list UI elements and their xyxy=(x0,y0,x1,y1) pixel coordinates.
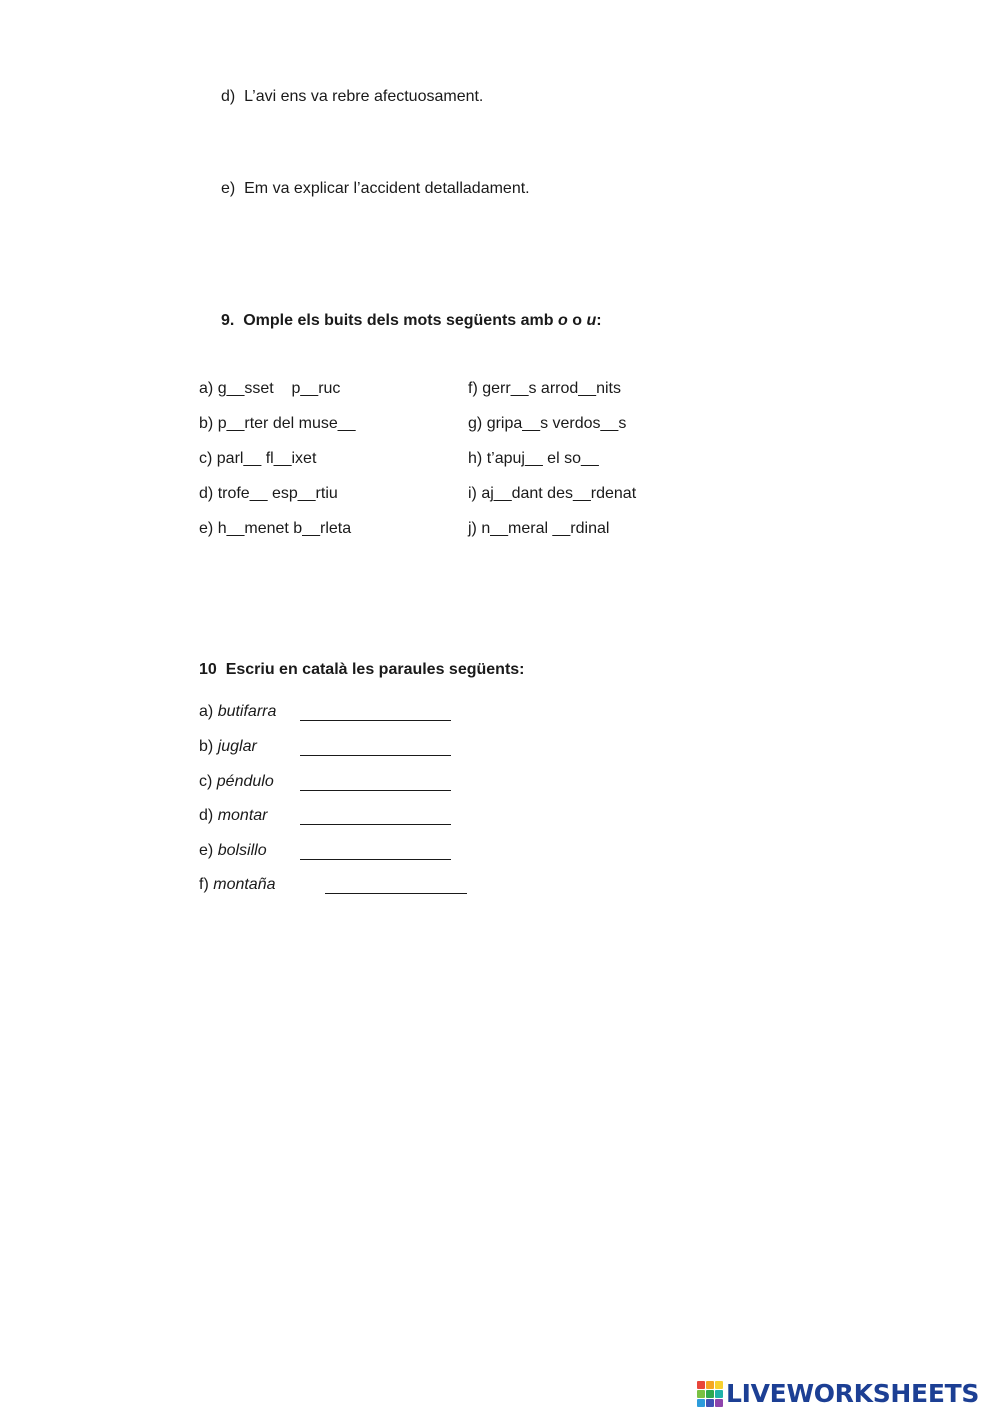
item-label: j) xyxy=(468,520,477,537)
exercise-number: 9. xyxy=(221,312,235,329)
logo-tile xyxy=(706,1399,714,1407)
item-text: h__menet b__rleta xyxy=(217,520,352,537)
liveworksheets-logo xyxy=(697,1380,979,1408)
answer-line-c[interactable] xyxy=(300,790,451,791)
item-label: d) xyxy=(199,485,214,502)
item-label: g) xyxy=(468,415,483,432)
item-label: d) xyxy=(199,807,214,824)
ex9-item-d[interactable] xyxy=(199,485,338,503)
ex9-item-f[interactable] xyxy=(468,380,621,398)
answer-line-a[interactable] xyxy=(300,720,451,721)
logo-tile xyxy=(697,1381,705,1389)
title-text: Escriu en català les paraules següents: xyxy=(225,661,525,678)
answer-line-d[interactable] xyxy=(300,824,451,825)
option-u: u xyxy=(586,312,597,329)
exercise-number: 10 xyxy=(199,661,217,678)
ex10-item-f xyxy=(199,876,276,894)
ex10-item-d xyxy=(199,807,267,825)
item-label: b) xyxy=(199,415,214,432)
ex9-item-h[interactable] xyxy=(468,450,599,468)
item-label: d) xyxy=(221,88,236,105)
logo-tile xyxy=(697,1390,705,1398)
exercise-9-title xyxy=(221,312,602,330)
ex9-item-e[interactable] xyxy=(199,520,351,538)
title-part: : xyxy=(596,312,602,329)
ex9-item-b[interactable] xyxy=(199,415,356,433)
logo-tile xyxy=(715,1399,723,1407)
item-word: montaña xyxy=(213,876,276,893)
option-o: o xyxy=(557,312,568,329)
prev-item-d xyxy=(221,88,483,106)
ex9-item-g[interactable] xyxy=(468,415,626,433)
item-text: g__sset p__ruc xyxy=(217,380,341,397)
logo-tile xyxy=(715,1390,723,1398)
ex9-item-a[interactable] xyxy=(199,380,340,398)
item-label: i) xyxy=(468,485,477,502)
item-label: f) xyxy=(468,380,478,397)
item-text: trofe__ esp__rtiu xyxy=(217,485,338,502)
answer-line-f[interactable] xyxy=(325,893,467,894)
item-word: butifarra xyxy=(217,703,277,720)
item-word: bolsillo xyxy=(217,842,267,859)
item-label: c) xyxy=(199,450,213,467)
item-label: f) xyxy=(199,876,209,893)
ex9-item-c[interactable] xyxy=(199,450,316,468)
prev-item-e xyxy=(221,180,530,198)
logo-tile xyxy=(706,1390,714,1398)
exercise-10-title xyxy=(199,661,525,679)
item-label: a) xyxy=(199,703,214,720)
ex9-item-i[interactable] xyxy=(468,485,636,503)
ex10-item-c xyxy=(199,773,274,791)
item-text: p__rter del muse__ xyxy=(217,415,356,432)
logo-tile xyxy=(715,1381,723,1389)
logo-mark-icon xyxy=(697,1381,723,1407)
item-word: montar xyxy=(217,807,268,824)
item-label: e) xyxy=(199,842,214,859)
logo-text: LIVEWORKSHEETS xyxy=(726,1379,980,1408)
item-label: h) xyxy=(468,450,483,467)
item-label: a) xyxy=(199,380,214,397)
item-word: juglar xyxy=(217,738,257,755)
answer-line-e[interactable] xyxy=(300,859,451,860)
ex10-item-b xyxy=(199,738,257,756)
ex9-item-j[interactable] xyxy=(468,520,609,538)
item-label: b) xyxy=(199,738,214,755)
item-text: n__meral __rdinal xyxy=(481,520,610,537)
item-text: gripa__s verdos__s xyxy=(486,415,627,432)
item-text: L’avi ens va rebre afectuosament. xyxy=(244,88,484,105)
ex10-item-e xyxy=(199,842,267,860)
logo-tile xyxy=(706,1381,714,1389)
answer-line-b[interactable] xyxy=(300,755,451,756)
item-label: e) xyxy=(221,180,236,197)
item-text: gerr__s arrod__nits xyxy=(482,380,621,397)
item-label: e) xyxy=(199,520,214,537)
ex10-item-a xyxy=(199,703,276,721)
title-part: o xyxy=(567,312,587,329)
item-word: péndulo xyxy=(216,773,274,790)
item-text: parl__ fl__ixet xyxy=(216,450,317,467)
title-part: Omple els buits dels mots següents amb xyxy=(243,312,558,329)
item-text: aj__dant des__rdenat xyxy=(481,485,637,502)
item-text: Em va explicar l’accident detalladament. xyxy=(244,180,530,197)
item-label: c) xyxy=(199,773,213,790)
item-text: t’apuj__ el so__ xyxy=(486,450,599,467)
logo-tile xyxy=(697,1399,705,1407)
